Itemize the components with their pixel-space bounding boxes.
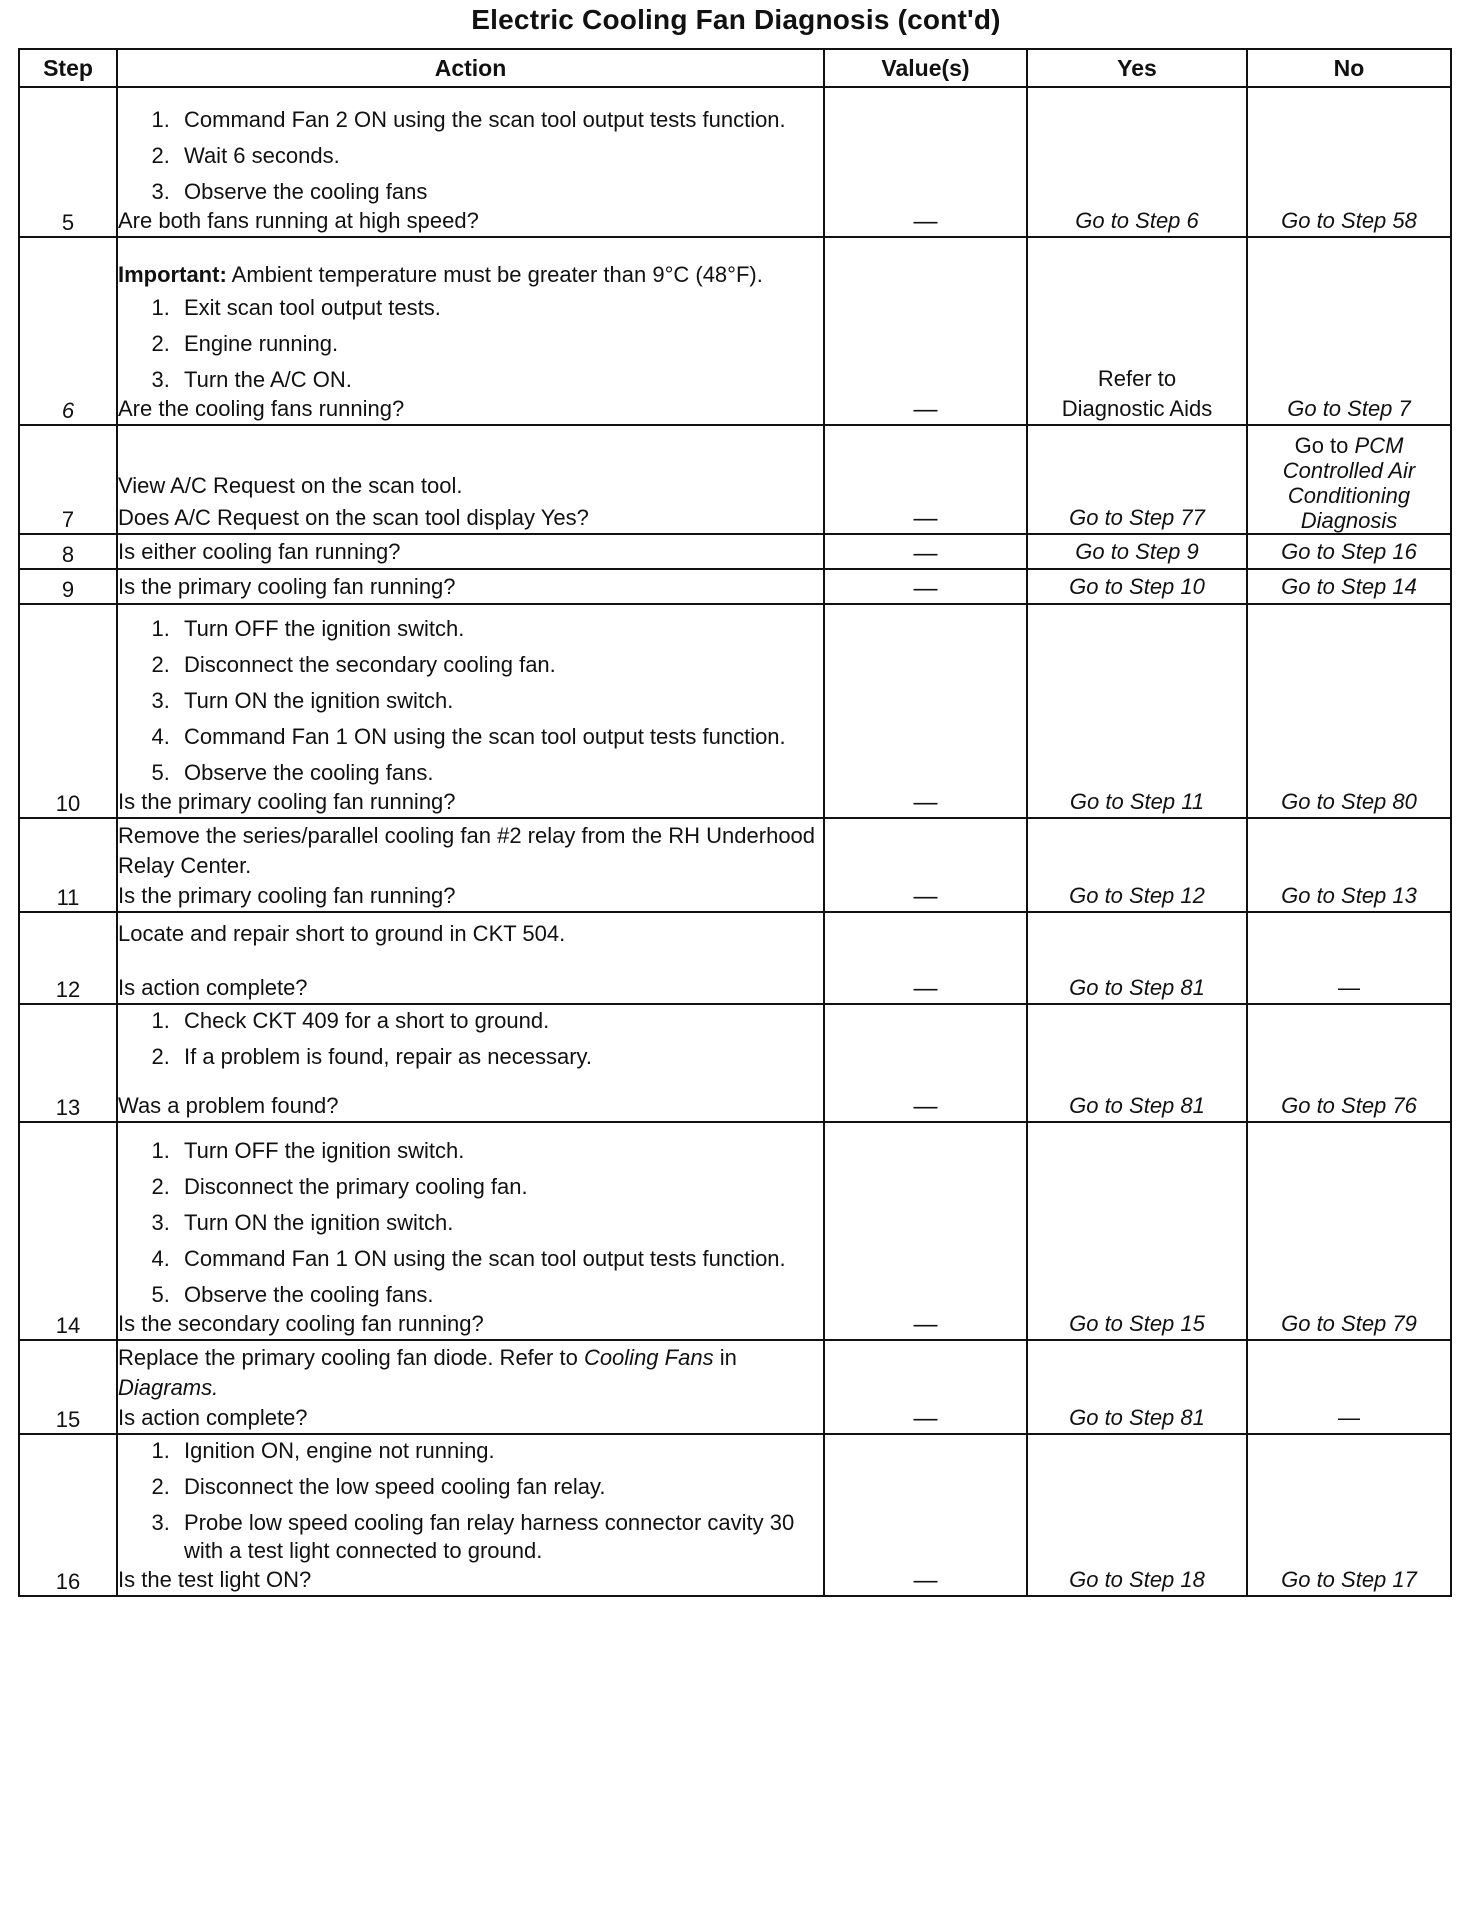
question: Is the primary cooling fan running? — [118, 789, 456, 814]
action-cell — [117, 534, 824, 569]
important-text: Ambient temperature must be greater than 9°C (48°F). — [231, 262, 763, 287]
substep: 1. Ignition ON, engine not running. — [176, 1437, 823, 1465]
header-action: Action — [117, 49, 824, 87]
yes-cell: Go to Step 15 — [1027, 1122, 1247, 1340]
action-line: Locate and repair short to ground in CKT 504. — [118, 921, 566, 946]
substep: 2. Disconnect the secondary cooling fan. — [176, 651, 823, 679]
step-number: 9 — [19, 569, 117, 604]
question: Is either cooling fan running? — [118, 538, 401, 564]
table-row — [19, 1004, 1451, 1122]
value-cell: — — [824, 534, 1027, 569]
question: Is the secondary cooling fan running? — [118, 1311, 484, 1336]
no-prefix: Go to — [1294, 433, 1349, 458]
value-cell: — — [824, 604, 1027, 818]
step-number: 7 — [19, 425, 117, 534]
value-cell: — — [824, 1122, 1027, 1340]
no-cell: Go to Step 16 — [1247, 534, 1451, 569]
header-step: Step — [19, 49, 117, 87]
cooling-fans-reference: Cooling Fans — [583, 1345, 714, 1370]
question: Are the cooling fans running? — [118, 396, 405, 421]
substep: 2. Disconnect the low speed cooling fan relay. — [176, 1473, 823, 1501]
no-cell: Go to Step 76 — [1247, 1004, 1451, 1122]
table-row — [19, 604, 1451, 818]
header-row — [19, 49, 1451, 87]
header-no: No — [1247, 49, 1451, 87]
value-cell: — — [824, 1434, 1027, 1596]
action-cell — [117, 604, 824, 818]
substep: 1. Turn OFF the ignition switch. — [176, 1137, 823, 1165]
substep: 1. Check CKT 409 for a short to ground. — [176, 1007, 823, 1035]
substep: 1. Turn OFF the ignition switch. — [176, 615, 823, 643]
step-number: 14 — [19, 1122, 117, 1340]
table-row — [19, 818, 1451, 912]
substep: 2. Disconnect the primary cooling fan. — [176, 1173, 823, 1201]
substep: 1. Command Fan 2 ON using the scan tool output tests function. — [176, 106, 823, 134]
action-line: Remove the series/parallel cooling fan #2 relay from the RH Underhood Relay Center. — [118, 823, 816, 878]
step-number: 12 — [19, 912, 117, 1004]
step-number: 13 — [19, 1004, 117, 1122]
table-row — [19, 1434, 1451, 1596]
yes-cell: Go to Step 10 — [1027, 569, 1247, 604]
no-cell: Go to Step 7 — [1247, 237, 1451, 425]
value-cell: — — [824, 1004, 1027, 1122]
yes-cell: Go to Step 18 — [1027, 1434, 1247, 1596]
step-number: 11 — [19, 818, 117, 912]
table-row — [19, 569, 1451, 604]
yes-cell: Go to Step 12 — [1027, 818, 1247, 912]
value-cell: — — [824, 1340, 1027, 1434]
substep-list — [118, 1007, 823, 1071]
header-values: Value(s) — [824, 49, 1027, 87]
action-cell — [117, 818, 824, 912]
action-cell — [117, 87, 824, 237]
substep: 3. Turn ON the ignition switch. — [176, 687, 823, 715]
substep-list — [118, 1137, 823, 1309]
question: Is the primary cooling fan running? — [118, 573, 456, 599]
action-line — [118, 1343, 823, 1403]
substep: 4. Command Fan 1 ON using the scan tool output tests function. — [176, 723, 823, 751]
no-cell: — — [1247, 912, 1451, 1004]
yes-cell: Go to Step 9 — [1027, 534, 1247, 569]
step-number: 10 — [19, 604, 117, 818]
action-cell — [117, 1434, 824, 1596]
no-line — [1248, 433, 1450, 458]
action-cell — [117, 1122, 824, 1340]
action-text: Replace the primary cooling fan diode. Refer to — [118, 1345, 578, 1370]
action-text: in — [719, 1345, 737, 1370]
header-yes: Yes — [1027, 49, 1247, 87]
action-cell — [117, 425, 824, 534]
step-number: 5 — [19, 87, 117, 237]
substep-list — [118, 1437, 823, 1565]
step-number: 16 — [19, 1434, 117, 1596]
table-row — [19, 534, 1451, 569]
no-cell: — — [1247, 1340, 1451, 1434]
yes-cell: Go to Step 6 — [1027, 87, 1247, 237]
no-cell: Go to Step 17 — [1247, 1434, 1451, 1596]
step-number: 15 — [19, 1340, 117, 1434]
table-row — [19, 912, 1451, 1004]
substep: 3. Turn ON the ignition switch. — [176, 1209, 823, 1237]
no-line: Conditioning — [1287, 483, 1411, 508]
no-cell: Go to Step 13 — [1247, 818, 1451, 912]
yes-cell: Go to Step 81 — [1027, 1004, 1247, 1122]
important-label: Important: — [118, 262, 227, 287]
yes-cell — [1027, 237, 1247, 425]
action-cell — [117, 569, 824, 604]
substep: 5. Observe the cooling fans. — [176, 1281, 823, 1309]
substep-list — [118, 294, 823, 394]
page-title: Electric Cooling Fan Diagnosis (cont'd) — [471, 4, 1001, 35]
value-cell: — — [824, 425, 1027, 534]
question: Is the primary cooling fan running? — [118, 883, 456, 908]
question: Was a problem found? — [118, 1093, 339, 1118]
table-row — [19, 87, 1451, 237]
no-cell: Go to Step 80 — [1247, 604, 1451, 818]
diagnosis-table — [18, 48, 1452, 1597]
important-note — [118, 260, 823, 290]
no-cell — [1247, 425, 1451, 534]
value-cell: — — [824, 912, 1027, 1004]
diagrams-reference: Diagrams. — [118, 1375, 219, 1400]
substep: 3. Turn the A/C ON. — [176, 366, 823, 394]
step-number: 8 — [19, 534, 117, 569]
value-cell: — — [824, 87, 1027, 237]
pcm-reference: PCM — [1354, 433, 1404, 458]
yes-cell: Go to Step 11 — [1027, 604, 1247, 818]
yes-cell: Go to Step 77 — [1027, 425, 1247, 534]
yes-cell: Go to Step 81 — [1027, 912, 1247, 1004]
table-row — [19, 1340, 1451, 1434]
no-line: Diagnosis — [1300, 508, 1398, 533]
step-number: 6 — [19, 237, 117, 425]
question: Is the test light ON? — [118, 1567, 312, 1592]
substep: 2. Wait 6 seconds. — [176, 142, 823, 170]
action-line: View A/C Request on the scan tool. — [118, 473, 463, 498]
yes-line: Diagnostic Aids — [1061, 396, 1213, 421]
substep: 4. Command Fan 1 ON using the scan tool output tests function. — [176, 1245, 823, 1273]
no-cell: Go to Step 58 — [1247, 87, 1451, 237]
action-cell — [117, 912, 824, 1004]
substep: 5. Observe the cooling fans. — [176, 759, 823, 787]
question: Are both fans running at high speed? — [118, 208, 479, 233]
substep: 1. Exit scan tool output tests. — [176, 294, 823, 322]
no-cell: Go to Step 14 — [1247, 569, 1451, 604]
value-cell: — — [824, 237, 1027, 425]
no-line: Controlled Air — [1282, 458, 1416, 483]
no-cell: Go to Step 79 — [1247, 1122, 1451, 1340]
substep: 2. Engine running. — [176, 330, 823, 358]
question: Is action complete? — [118, 1405, 308, 1430]
value-cell: — — [824, 569, 1027, 604]
substep: 2. If a problem is found, repair as necessary. — [176, 1043, 823, 1071]
yes-cell: Go to Step 81 — [1027, 1340, 1247, 1434]
table-row — [19, 1122, 1451, 1340]
substep-list — [118, 106, 823, 206]
substep: 3. Probe low speed cooling fan relay harness connector cavity 30 with a test light connected to ground. — [176, 1509, 823, 1565]
table-row — [19, 237, 1451, 425]
yes-line: Refer to — [1097, 366, 1177, 391]
value-cell: — — [824, 818, 1027, 912]
action-cell — [117, 1004, 824, 1122]
action-cell — [117, 1340, 824, 1434]
action-cell — [117, 237, 824, 425]
table-row — [19, 425, 1451, 534]
question: Is action complete? — [118, 975, 308, 1000]
question: Does A/C Request on the scan tool display Yes? — [118, 505, 589, 530]
substep: 3. Observe the cooling fans — [176, 178, 823, 206]
substep-list — [118, 615, 823, 787]
